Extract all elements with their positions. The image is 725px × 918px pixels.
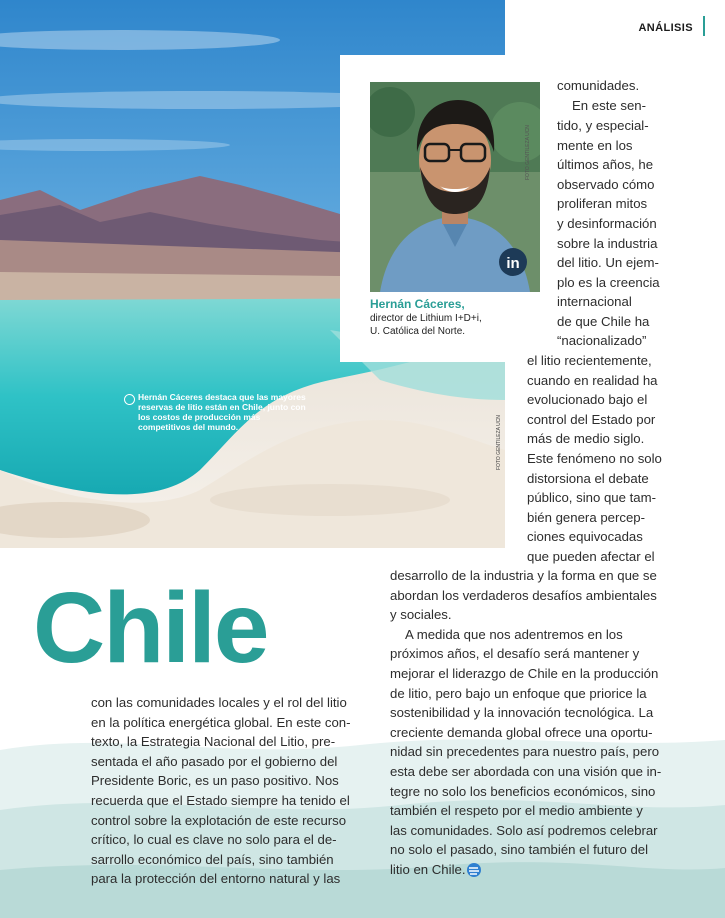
text-line: que pueden afectar el <box>527 549 655 564</box>
text-line: mente en los <box>557 138 633 153</box>
text-line: de litio, pero bajo un enfoque que priorice la <box>390 686 647 701</box>
text-line: en la política energética global. En este con- <box>91 715 351 730</box>
text-line: para la protección del entorno natural y las <box>91 871 341 886</box>
text-line: observado cómo <box>557 177 655 192</box>
text-line: “nacionalizado” <box>557 333 647 348</box>
text-line: En este sen- <box>572 98 647 113</box>
text-line: últimos años, he <box>557 157 654 172</box>
text-line: proliferan mitos <box>557 196 648 211</box>
text-line: y sociales. <box>390 607 452 622</box>
text-line: no solo el pasado, sino también el futuro del <box>390 842 649 857</box>
text-line: y desinformación <box>557 216 657 231</box>
text-line: recuerda que el Estado siempre ha tenido el <box>91 793 350 808</box>
text-line: evolucionado bajo el <box>527 392 648 407</box>
text-line: sostenibilidad y la innovación tecnológica. La <box>390 705 654 720</box>
text-line: también el respeto por el medio ambiente y <box>390 803 643 818</box>
linkedin-badge-label: in <box>506 255 520 272</box>
author-portrait <box>370 82 540 292</box>
text-line: control sobre la explotación de este recurso <box>91 813 347 828</box>
text-line: tido, y especial- <box>557 118 649 133</box>
text-line: plo es la creencia <box>557 275 660 290</box>
author-role: director de Lithium I+D+i, U. Católica del Norte. <box>370 313 482 337</box>
text-line: Presidente Boric, es un paso positivo. Nos <box>91 773 339 788</box>
text-line: internacional <box>557 294 632 309</box>
text-line: próximos años, el desafío será mantener y <box>390 646 640 661</box>
text-line: tegre no solo los beneficios económicos, sino <box>390 784 656 799</box>
text-line: más de medio siglo. <box>527 431 645 446</box>
text-line: nidad sin precedentes para nuestro país, pero <box>390 744 660 759</box>
text-line: esta debe ser abordada con una visión que in- <box>390 764 662 779</box>
hero-photo-credit: FOTO GENTILEZA UCN <box>496 415 502 470</box>
text-line: abordan los verdaderos desafíos ambientales <box>390 588 657 603</box>
author-name: Hernán Cáceres, <box>370 297 465 311</box>
text-line: público, sino que tam- <box>527 490 657 505</box>
text-line: distorsiona el debate <box>527 471 649 486</box>
author-photo <box>370 82 540 292</box>
article-title: Chile <box>33 572 268 684</box>
text-line: control del Estado por <box>527 412 656 427</box>
text-line: sarrollo económico del país, sino también <box>91 852 334 867</box>
text-line: con las comunidades locales y el rol del litio <box>91 695 347 710</box>
text-line: el litio recientemente, <box>527 353 652 368</box>
text-line: sentada el año pasado por el gobierno del <box>91 754 338 769</box>
text-line: bién genera percep- <box>527 510 646 525</box>
portrait-photo-credit: FOTO GENTILEZA UCN <box>525 125 531 180</box>
text-line: texto, la Estrategia Nacional del Litio, pre- <box>91 734 336 749</box>
text-line: de que Chile ha <box>557 314 650 329</box>
text-line: sobre la industria <box>557 236 658 251</box>
text-line: Este fenómeno no solo <box>527 451 662 466</box>
text-line: las comunidades. Solo así podremos celebrar <box>390 823 658 838</box>
text-line: cuando en realidad ha <box>527 373 658 388</box>
text-line: crítico, lo cual es clave no solo para el de- <box>91 832 337 847</box>
text-line: A medida que nos adentremos en los <box>405 627 623 642</box>
caption-circle-icon <box>124 394 135 405</box>
text-line: desarrollo de la industria y la forma en que se <box>390 568 657 583</box>
text-line: mejorar el liderazgo de Chile en la producción <box>390 666 659 681</box>
end-mark-icon <box>466 862 482 878</box>
header-accent-bar <box>703 16 705 36</box>
text-line: del litio. Un ejem- <box>557 255 659 270</box>
text-line: ciones equivocadas <box>527 529 643 544</box>
text-line: comunidades. <box>557 78 640 93</box>
photo-caption: Hernán Cáceres destaca que las mayores reservas de litio están en Chile, junto con los costos de producción más competitivos del mundo. <box>138 392 306 432</box>
section-label: ANÁLISIS <box>638 22 693 34</box>
text-line: litio en Chile. <box>390 862 466 877</box>
text-line: creciente demanda global ofrece una oportu- <box>390 725 653 740</box>
